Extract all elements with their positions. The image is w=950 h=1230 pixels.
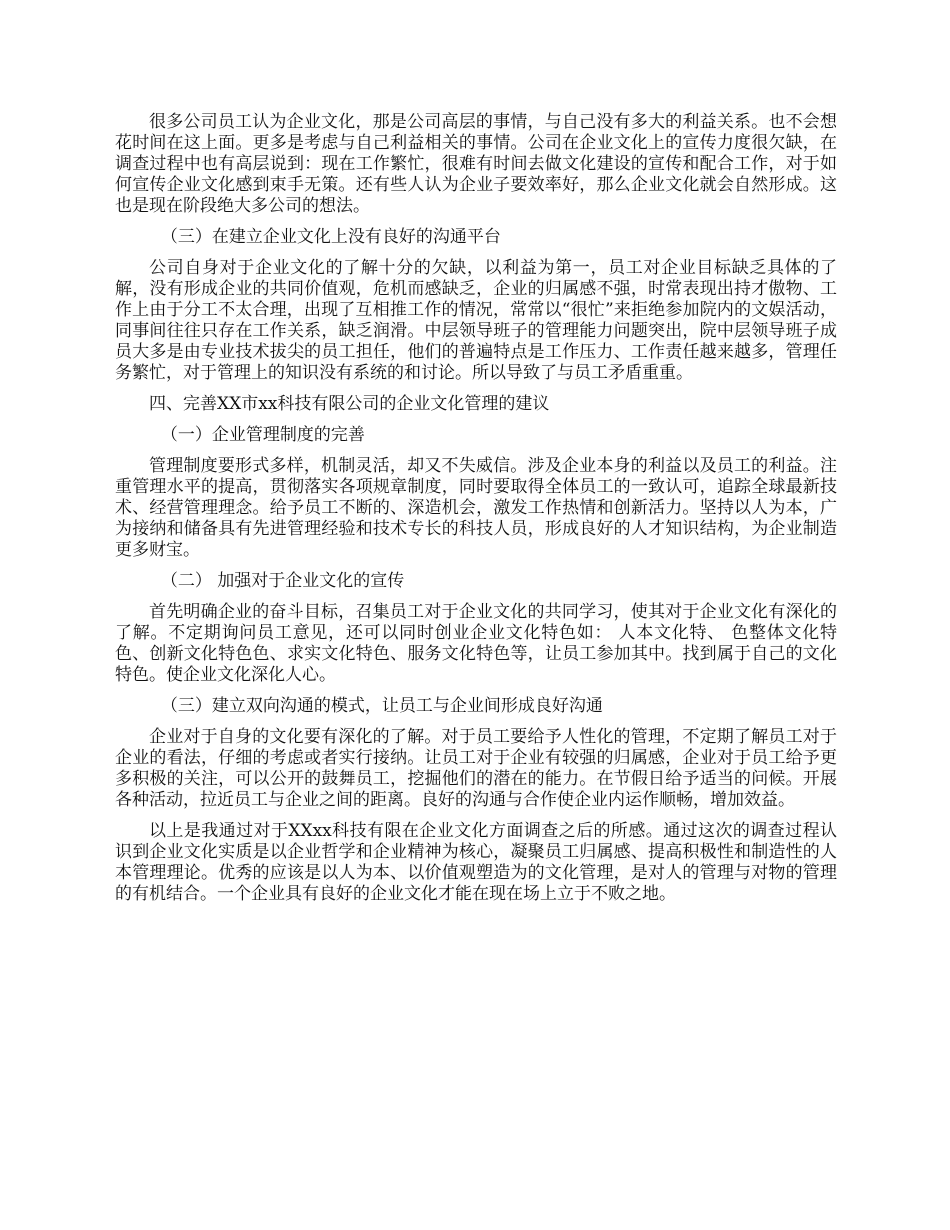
section-heading-communication-platform: （三）在建立企业文化上没有良好的沟通平台 [160, 227, 501, 247]
section-heading-two-way-communication: （三）建立双向沟通的模式，让员工与企业间形成良好沟通 [160, 696, 603, 716]
paragraph-culture-promotion: 首先明确企业的奋斗目标，召集员工对于企业文化的共同学习，使其对于企业文化有深化的了解。不定期询问员工意见，还可以同时创业企业文化特色如： 人本文化特、 色整体文化特色、创新文化特色色、求实文化特色、服务文化特色等，让员工参加其中。找到属于自己的文化特色。使企业文化深化人心。 [115, 602, 837, 685]
paragraph-two-way-communication: 企业对于自身的文化要有深化的了解。对于员工要给予人性化的管理，不定期了解员工对于企业的看法，仔细的考虑或者实行接纳。让员工对于企业有较强的归属感，企业对于员工给予更多积极的关注，可以公开的鼓舞员工，挖掘他们的潜在的能力。在节假日给予适当的问候。开展各种活动，拉近员工与企业之间的距离。良好的沟通与合作使企业内运作顺畅，增加效益。 [115, 727, 837, 810]
section-heading-suggestions: 四、完善XX市xx科技有限公司的企业文化管理的建议 [149, 394, 550, 414]
paragraph-company-understanding: 公司自身对于企业文化的了解十分的欠缺，以利益为第一，员工对企业目标缺乏具体的了解，没有形成企业的共同价值观，危机而感缺乏，企业的归属感不强，时常表现出持才傲物、工作上由于分工不太合理，出现了互相推工作的情况，常常以“很忙”来拒绝参加院内的文娱活动，同事间往往只存在工作关系，缺乏润滑。中层领导班子的管理能力问题突出，院中层领导班子成员大多是由专业技术拔尖的员工担任，他们的普遍特点是工作压力、工作责任越来越多，管理任务繁忙，对于管理上的知识没有系统的和讨论。所以导致了与员工矛盾重重。 [115, 258, 837, 383]
paragraph-management-system: 管理制度要形式多样，机制灵活，却又不失威信。涉及企业本身的利益以及员工的利益。注重管理水平的提高，贯彻落实各项规章制度，同时要取得全体员工的一致认可，追踪全球最新技术、经营管理理念。给予员工不断的、深造机会，激发工作热情和创新活力。坚持以人为本，广为接纳和储备具有先进管理经验和技术专长的科技人员，形成良好的人才知识结构，为企业制造更多财宝。 [115, 456, 837, 560]
paragraph-employee-perception: 很多公司员工认为企业文化，那是公司高层的事情，与自己没有多大的利益关系。也不会想花时间在这上面。更多是考虑与自己利益相关的事情。公司在企业文化上的宣传力度很欠缺，在调查过程中也有高层说到：现在工作繁忙，很难有时间去做文化建设的宣传和配合工作，对于如何宣传企业文化感到束手无策。还有些人认为企业子要效率好，那么企业文化就会自然形成。这也是现在阶段绝大多公司的想法。 [115, 112, 837, 216]
paragraph-conclusion: 以上是我通过对于XXxx科技有限在企业文化方面调查之后的所感。通过这次的调查过程认识到企业文化实质是以企业哲学和企业精神为核心，凝聚员工归属感、提高积极性和制造性的人本管理理论。优秀的应该是以人为本、以价值观塑造为的文化管理，是对人的管理与对物的管理的有机结合。一个企业具有良好的企业文化才能在现在场上立于不败之地。 [115, 821, 837, 904]
document-body [115, 112, 837, 915]
section-heading-management-system: （一）企业管理制度的完善 [160, 425, 365, 445]
section-heading-culture-promotion: （二） 加强对于企业文化的宣传 [160, 571, 405, 591]
